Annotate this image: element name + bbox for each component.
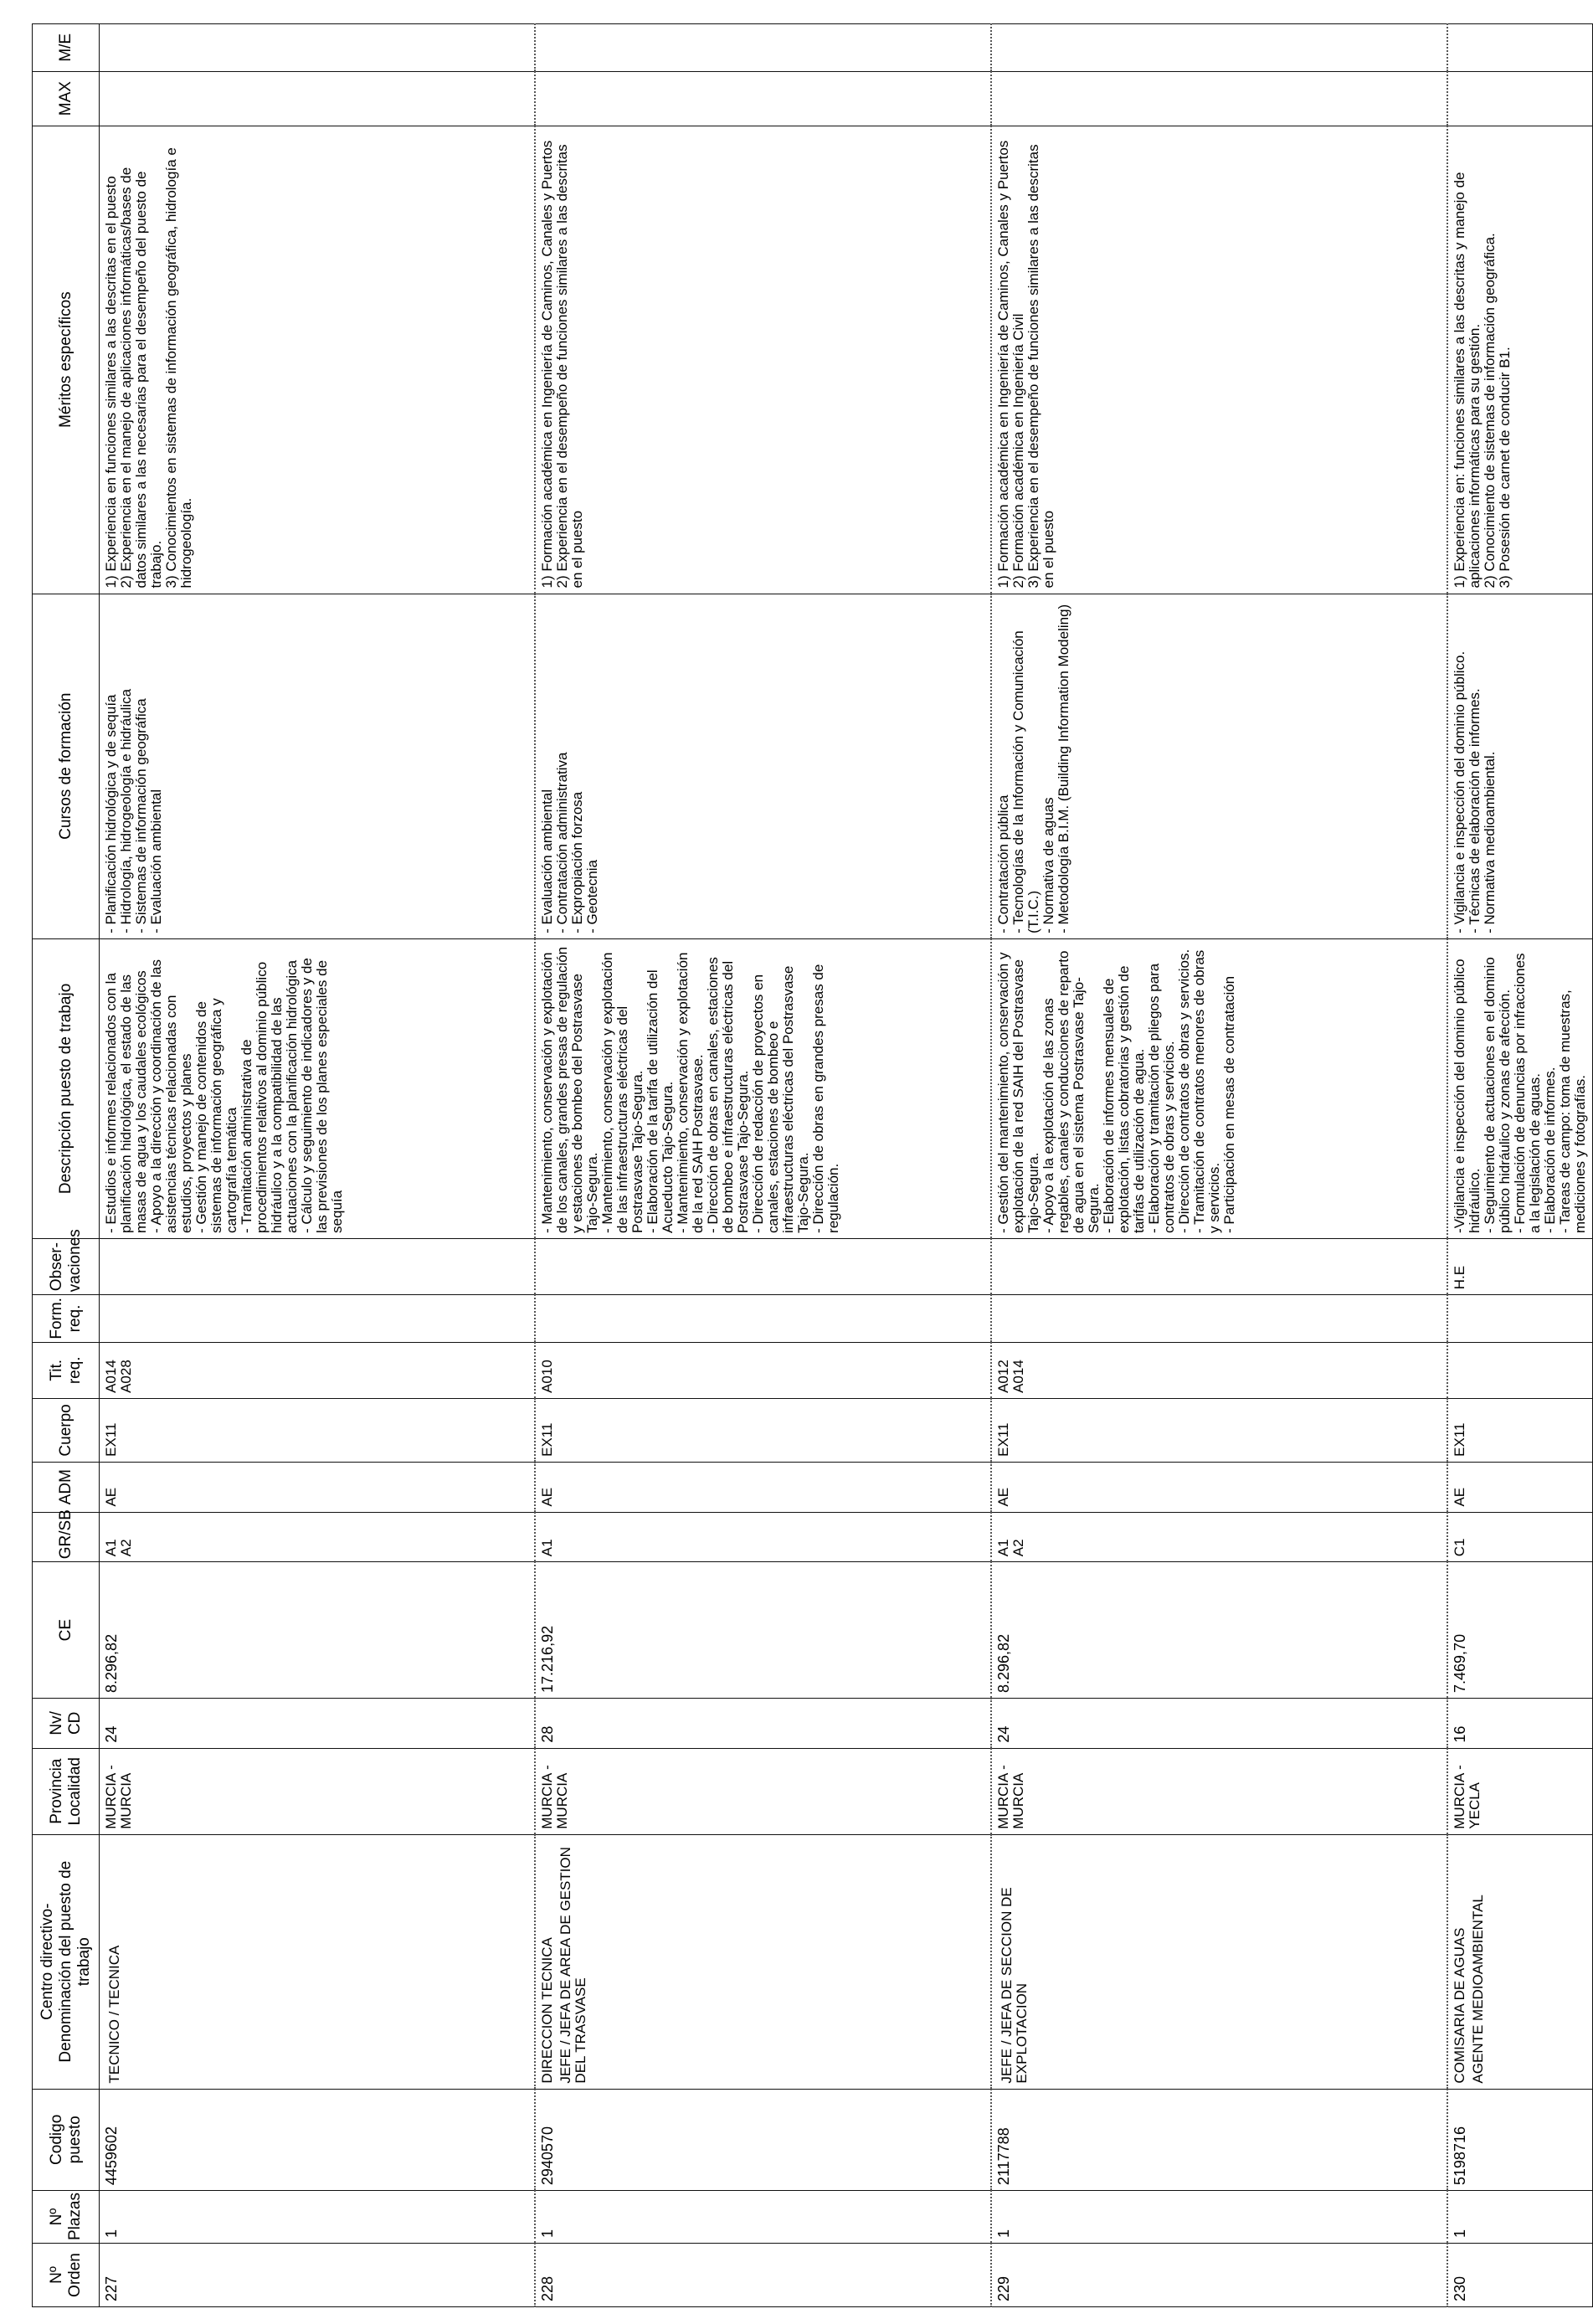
cell-nivel: 24 — [100, 1698, 535, 1748]
cell-codigo: 2940570 — [535, 2089, 991, 2191]
cell-max — [100, 71, 535, 126]
cell-provincia: MURCIA - MURCIA — [535, 1748, 991, 1834]
cell-adm: AE — [991, 1462, 1447, 1512]
cell-adm: AE — [535, 1462, 991, 1512]
cell-nivel: 24 — [991, 1698, 1447, 1748]
header-adm: ADM — [33, 1462, 100, 1512]
cell-observaciones — [991, 1238, 1447, 1294]
cell-cuerpo: EX11 — [991, 1398, 1447, 1462]
cell-titulacion: A010 — [535, 1342, 991, 1398]
cell-plazas: 1 — [535, 2191, 991, 2244]
rpt-table — [32, 23, 1593, 2307]
table-row — [1447, 24, 1593, 2307]
cell-descripcion: - Mantenimiento, conservación y explotación de los canales, grandes presas de regulación y estaciones de bombeo del Postrasvase Tajo-Segura. - Mantenimiento, conservación y explotación de las infraestructuras eléctricas del Postrasvase Tajo-Segura. - Elaboración de la tarifa de utilización del Acueducto Tajo-Segura. - Mantenimiento, conservación y explotación de la red SAIH Postrasvase. - Dirección de obras en canales, estaciones de bombeo e infraestructuras eléctricas del Postrasvase Tajo-Segura. - Dirección de redacción de proyectos en canales, estaciones de bombeo e infraestructuras eléctricas del Postrasvase Tajo-Segura. - Dirección de obras en grandes presas de regulación. — [535, 938, 991, 1238]
cell-grupo: C1 — [1447, 1512, 1593, 1562]
cell-cursos: - Evaluación ambiental - Contratación administrativa - Expropiación forzosa - Geotecnia — [535, 594, 991, 938]
cell-centro — [100, 1834, 535, 2089]
denominacion: TECNICO / TECNICA — [106, 1945, 122, 2084]
cell-max — [1447, 71, 1593, 126]
header-codigo: Codigo puesto — [33, 2089, 100, 2191]
cell-adm: AE — [100, 1462, 535, 1512]
cell-nivel: 28 — [535, 1698, 991, 1748]
cell-meritos: 1) Formación académica en Ingeniería de Caminos, Canales y Puertos 2) Experiencia en el desempeño de funciones similares a las descritas en el puesto — [535, 126, 991, 594]
cell-plazas: 1 — [100, 2191, 535, 2244]
header-titulacion: Tit. req. — [33, 1342, 100, 1398]
cell-cursos: - Planificación hidrológica y de sequía - Hidrología, hidrogeología e hidráulica - Sistemas de información geográfica - Evaluación ambiental — [100, 594, 535, 938]
header-provincia: Provincia Localidad — [33, 1748, 100, 1834]
cell-meritos: 1) Formación académica en Ingeniería de Caminos, Canales y Puertos 2) Formación académica en Ingeniería Civil 3) Experiencia en el desempeño de funciones similares a las descritas en el puesto — [991, 126, 1447, 594]
cell-codigo: 4459602 — [100, 2089, 535, 2191]
table-row — [991, 24, 1447, 2307]
cell-formacion — [535, 1295, 991, 1342]
header-row — [33, 24, 100, 2307]
cell-orden: 230 — [1447, 2244, 1593, 2307]
header-descripcion: Descripción puesto de trabajo — [33, 938, 100, 1238]
cell-cuerpo: EX11 — [535, 1398, 991, 1462]
cell-adm: AE — [1447, 1462, 1593, 1512]
cell-grupo: A1 A2 — [991, 1512, 1447, 1562]
denominacion: AGENTE MEDIOAMBIENTAL — [1469, 1895, 1486, 2084]
cell-max — [535, 71, 991, 126]
cell-orden: 227 — [100, 2244, 535, 2307]
cell-formacion — [991, 1295, 1447, 1342]
cell-titulacion: A014 A028 — [100, 1342, 535, 1398]
header-cursos: Cursos de formación — [33, 594, 100, 938]
header-max: MAX — [33, 71, 100, 126]
header-meritos: Méritos específicos — [33, 126, 100, 594]
header-formacion: Form. req. — [33, 1295, 100, 1342]
cell-ce: 17.216,92 — [535, 1562, 991, 1699]
header-grupo: GR/SB — [33, 1512, 100, 1562]
cell-titulacion: A012 A014 — [991, 1342, 1447, 1398]
cell-grupo: A1 A2 — [100, 1512, 535, 1562]
cell-nivel: 16 — [1447, 1698, 1593, 1748]
cell-observaciones — [535, 1238, 991, 1294]
header-ce: CE — [33, 1562, 100, 1699]
table-row — [535, 24, 991, 2307]
centro-directivo: DIRECCION TECNICA — [538, 1937, 555, 2084]
header-nivel: Nv/ CD — [33, 1698, 100, 1748]
denominacion: JEFE / JEFA DE AREA DE GESTION DEL TRASVASE — [557, 1847, 588, 2084]
cell-meritos: 1) Experiencia en funciones similares a las descritas en el puesto 2) Experiencia en el manejo de aplicaciones informáticas/bases de datos similares a las necesarias para el desempeño del puesto de trabajo. 3) Conocimientos en sistemas de información geográfica, hidrología e hidrogeología. — [100, 126, 535, 594]
cell-cuerpo: EX11 — [100, 1398, 535, 1462]
header-observaciones: Obser- vaciones — [33, 1238, 100, 1294]
cell-me — [1447, 24, 1593, 72]
cell-titulacion — [1447, 1342, 1593, 1398]
cell-ce: 7.469,70 — [1447, 1562, 1593, 1699]
cell-meritos: 1) Experiencia en: funciones similares a las descritas y manejo de aplicaciones informáticas para su gestión. 2) Conocimiento de sistemas de información geográfica. 3) Posesión de carnet de conducir B1. — [1447, 126, 1593, 594]
cell-observaciones: H.E — [1447, 1238, 1593, 1294]
cell-me — [991, 24, 1447, 72]
cell-centro — [1447, 1834, 1593, 2089]
cell-cursos: - Contratación pública - Tecnologías de la Información y Comunicación (T.I.C.) - Normativa de aguas - Metodología B.I.M. (Building Information Modeling) — [991, 594, 1447, 938]
cell-observaciones — [100, 1238, 535, 1294]
cell-orden: 229 — [991, 2244, 1447, 2307]
cell-formacion — [1447, 1295, 1593, 1342]
cell-descripcion: -Vigilancia e inspección del dominio público hidráulico. - Seguimiento de actuaciones en el dominio público hidráulico y zonas de afección. - Formulación de denuncias por infracciones a la legislación de aguas. - Elaboración de informes. - Tareas de campo: toma de muestras, mediciones y fotografías. — [1447, 938, 1593, 1238]
cell-provincia: MURCIA - MURCIA — [100, 1748, 535, 1834]
cell-me — [100, 24, 535, 72]
table-row — [100, 24, 535, 2307]
cell-descripcion: - Estudios e informes relacionados con la planificación hidrológica, el estado de las masas de agua y los caudales ecológicos - Apoyo a la dirección y coordinación de las asistencias técnicas relacionadas con estudios, proyectos y planes - Gestión y manejo de contenidos de sistemas de información geográfica y cartografía temática - Tramitación administrativa de procedimientos relativos al dominio público hidráulico y a la compatibilidad de las actuaciones con la planificación hidrológica - Cálculo y seguimiento de indicadores y de las previsiones de los planes especiales de sequía — [100, 938, 535, 1238]
denominacion: JEFE / JEFA DE SECCION DE EXPLOTACION — [998, 1887, 1030, 2084]
cell-cuerpo: EX11 — [1447, 1398, 1593, 1462]
header-cuerpo: Cuerpo — [33, 1398, 100, 1462]
header-plazas: Nº Plazas — [33, 2191, 100, 2244]
header-centro: Centro directivo- Denominación del puesto de trabajo — [33, 1834, 100, 2089]
cell-me — [535, 24, 991, 72]
cell-grupo: A1 — [535, 1512, 991, 1562]
cell-codigo: 5198716 — [1447, 2089, 1593, 2191]
cell-max — [991, 71, 1447, 126]
cell-ce: 8.296,82 — [991, 1562, 1447, 1699]
cell-cursos: - Vigilancia e inspección del dominio público. - Técnicas de elaboración de informes. - Normativa medioambiental. — [1447, 594, 1593, 938]
cell-plazas: 1 — [1447, 2191, 1593, 2244]
cell-orden: 228 — [535, 2244, 991, 2307]
cell-provincia: MURCIA - YECLA — [1447, 1748, 1593, 1834]
cell-plazas: 1 — [991, 2191, 1447, 2244]
cell-codigo: 2117788 — [991, 2089, 1447, 2191]
cell-provincia: MURCIA - MURCIA — [991, 1748, 1447, 1834]
header-orden: Nº Orden — [33, 2244, 100, 2307]
cell-centro — [991, 1834, 1447, 2089]
cell-centro — [535, 1834, 991, 2089]
header-me: M/E — [33, 24, 100, 72]
cell-formacion — [100, 1295, 535, 1342]
cell-ce: 8.296,82 — [100, 1562, 535, 1699]
cell-descripcion: - Gestión del mantenimiento, conservación y explotación de la red SAIH del Postrasvase Tajo-Segura. - Apoyo a la explotación de las zonas regables, canales y conducciones de reparto de agua en el sistema Postrasvase Tajo-Segura. - Elaboración de informes mensuales de explotación, listas cobratorias y gestión de tarifas de utilización de agua. - Elaboración y tramitación de pliegos para contratos de obras y servicios. - Dirección de contratos de obras y servicios. - Tramitación de contratos menores de obras y servicios. - Participación en mesas de contratación — [991, 938, 1447, 1238]
centro-directivo: COMISARIA DE AGUAS — [1451, 1927, 1467, 2084]
